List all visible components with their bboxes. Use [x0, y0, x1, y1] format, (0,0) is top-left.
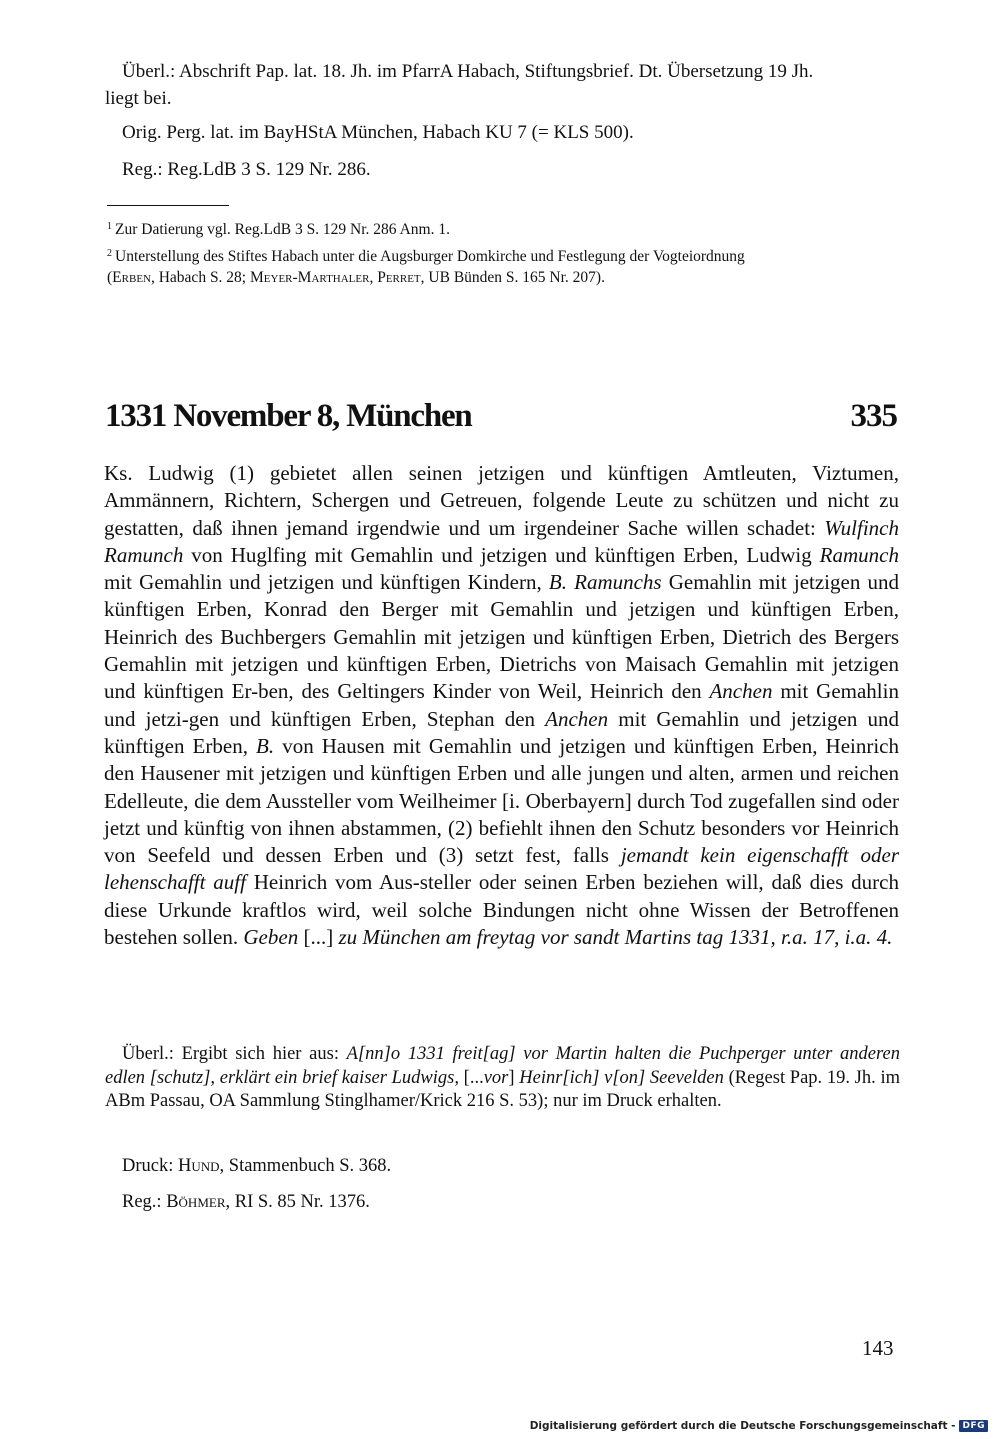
ueberl-text-part: ] [508, 1067, 520, 1088]
druck-label: Druck: [122, 1156, 178, 1176]
footnote-2-mark: 2 [107, 248, 112, 259]
prev-ueberl-line1: Überl.: Abschrift Pap. lat. 18. Jh. im PfarrA Habach, Stiftungsbrief. Dt. Übersetzung 19 Jh. [122, 61, 814, 82]
regest-italic-part: B. Ramunchs [548, 570, 662, 595]
regest-text [104, 460, 899, 951]
footnote-2-paren: ( [107, 269, 113, 286]
regest-italic-part: Anchen [709, 679, 773, 704]
regest-text-part: mit Gemahlin und jetzi-gen und künftigen Erben, Stephan den [104, 679, 899, 731]
footnote-2-mid2: , [369, 269, 378, 286]
page-number: 143 [862, 1336, 894, 1360]
footnote-2-perret: Perret [377, 269, 421, 286]
digitization-credit [530, 1420, 988, 1432]
ueberl-text-part: [... [458, 1067, 484, 1088]
regest-italic-part: B. [256, 733, 275, 758]
entry-heading [105, 398, 897, 442]
footnote-divider [107, 205, 229, 206]
dfg-logo-icon: DFG [959, 1420, 988, 1432]
regest-text-part: Ks. Ludwig (1) gebietet allen seinen jetzigen und künftigen Amtleuten, Viztumen, Ammännern, Richtern, Schergen und Getreuen, folgende Leute zu schützen und nicht zu gestatten, daß ihnen jemand irgendwie und um irgendeiner Sache willen schadet: [104, 461, 899, 540]
entry-title: 1331 November 8, München [105, 398, 472, 434]
ueberl-text-part: Überl.: Ergibt sich hier aus: [122, 1044, 347, 1064]
regest-text-part: [...] [298, 925, 339, 950]
prev-ueberl-line2: liegt bei. [105, 88, 172, 109]
footnote-2-mid1: , Habach S. 28; [150, 269, 250, 286]
footnote-1-mark: 1 [107, 221, 112, 232]
regest-italic-part: Geben [243, 925, 299, 950]
footnote-2-end: , UB Bünden S. 165 Nr. 207). [420, 269, 605, 286]
entry-ueberlieferung [105, 1043, 900, 1114]
footnote-2 [107, 243, 902, 288]
regest-text-part: von Huglfing mit Gemahlin und jetzigen und künftigen Erben, Ludwig [183, 542, 820, 567]
footnote-2-meyer: Meyer-Marthaler [250, 269, 370, 286]
footnote-2-line1: Unterstellung des Stiftes Habach unter die Augsburger Domkirche und Festlegung der Vogteiordnung [115, 248, 745, 265]
regest-italic-part: Ramunch [819, 542, 899, 567]
regest-text-part: mit Gemahlin und jetzigen und künftigen Kindern, [104, 570, 549, 595]
ueberl-italic-part: vor [483, 1067, 509, 1088]
regest-text-part: mit Gemahlin und jetzigen und künftigen Erben, [104, 706, 899, 758]
credit-text: Digitalisierung gefördert durch die Deutsche Forschungsgemeinschaft - [529, 1420, 956, 1432]
regest-italic-part: Anchen [545, 706, 609, 731]
regest-italic-part: zu München am freytag vor sandt Martins tag 1331, r.a. 17, i.a. 4. [338, 925, 893, 950]
ueberl-italic-part: Heinr[ich] v[on] Seevelden [519, 1067, 724, 1088]
druck-citation: , Stammenbuch S. 368. [219, 1156, 392, 1176]
regest-text-part: Heinrich vom Aus-steller oder seinen Erben beziehen will, daß dies durch diese Urkunde kraftlos wird, weil solche Bindungen nicht ohne Wissen der Betroffenen bestehen sollen. [104, 870, 899, 950]
footnote-2-erben: Erben [112, 269, 151, 286]
reg-author: Böhmer [166, 1192, 226, 1212]
ueberl-italic-part: A[nn]o 1331 freit[ag] vor Martin halten die Puchperger unter anderen edlen [schutz], erklärt ein brief kaiser Ludwigs, [105, 1044, 900, 1088]
reg-label: Reg.: [122, 1192, 167, 1212]
regest-text-part: von Hausen mit Gemahlin und jetzigen und künftigen Erben, Heinrich den Hausener mit jetzigen und künftigen Erben und alle jungen und alten, armen und reichen Edelleute, die dem Aussteller vom Weilheimer [i. Oberbayern] durch Tod zugefallen sind oder jetzt und künftig von ihnen abstammen, (2) befiehlt ihnen den Schutz besonders vor Heinrich von Seefeld und dessen Erben und (3) setzt fest, falls [104, 733, 899, 868]
entry-druck [122, 1154, 391, 1178]
prev-ueberl [105, 58, 905, 112]
prev-reg: Reg.: Reg.LdB 3 S. 129 Nr. 286. [122, 159, 371, 180]
footnote-1 [107, 216, 902, 240]
ueberl-text-part: (Regest Pap. 19. Jh. im ABm Passau, OA Sammlung Stinglhamer/Krick 216 S. 53); nur im Druck erhalten. [105, 1067, 900, 1111]
druck-author: Hund [178, 1156, 220, 1176]
regest-italic-part: jemandt kein eigenschafft oder lehenschafft auff [104, 843, 899, 895]
regest-italic-part: Wulfinch Ramunch [104, 515, 899, 567]
entry-regest-ref [122, 1190, 370, 1214]
entry-number: 335 [850, 398, 897, 434]
prev-orig: Orig. Perg. lat. im BayHStA München, Habach KU 7 (= KLS 500). [122, 122, 634, 143]
footnote-1-text: Zur Datierung vgl. Reg.LdB 3 S. 129 Nr. 286 Anm. 1. [115, 221, 450, 238]
reg-citation: , RI S. 85 Nr. 1376. [225, 1192, 370, 1212]
regest-text-part: Gemahlin mit jetzigen und künftigen Erben, Konrad den Berger mit Gemahlin und jetzigen und künftigen Erben, Heinrich des Buchbergers Gemahlin mit jetzigen und künftigen Erben, Dietrich des Bergers Gemahlin mit jetzigen und künftigen Erben, Dietrichs von Maisach Gemahlin mit jetzigen und künftigen Er-ben, des Geltingers Kinder von Weil, Heinrich den [104, 570, 899, 704]
